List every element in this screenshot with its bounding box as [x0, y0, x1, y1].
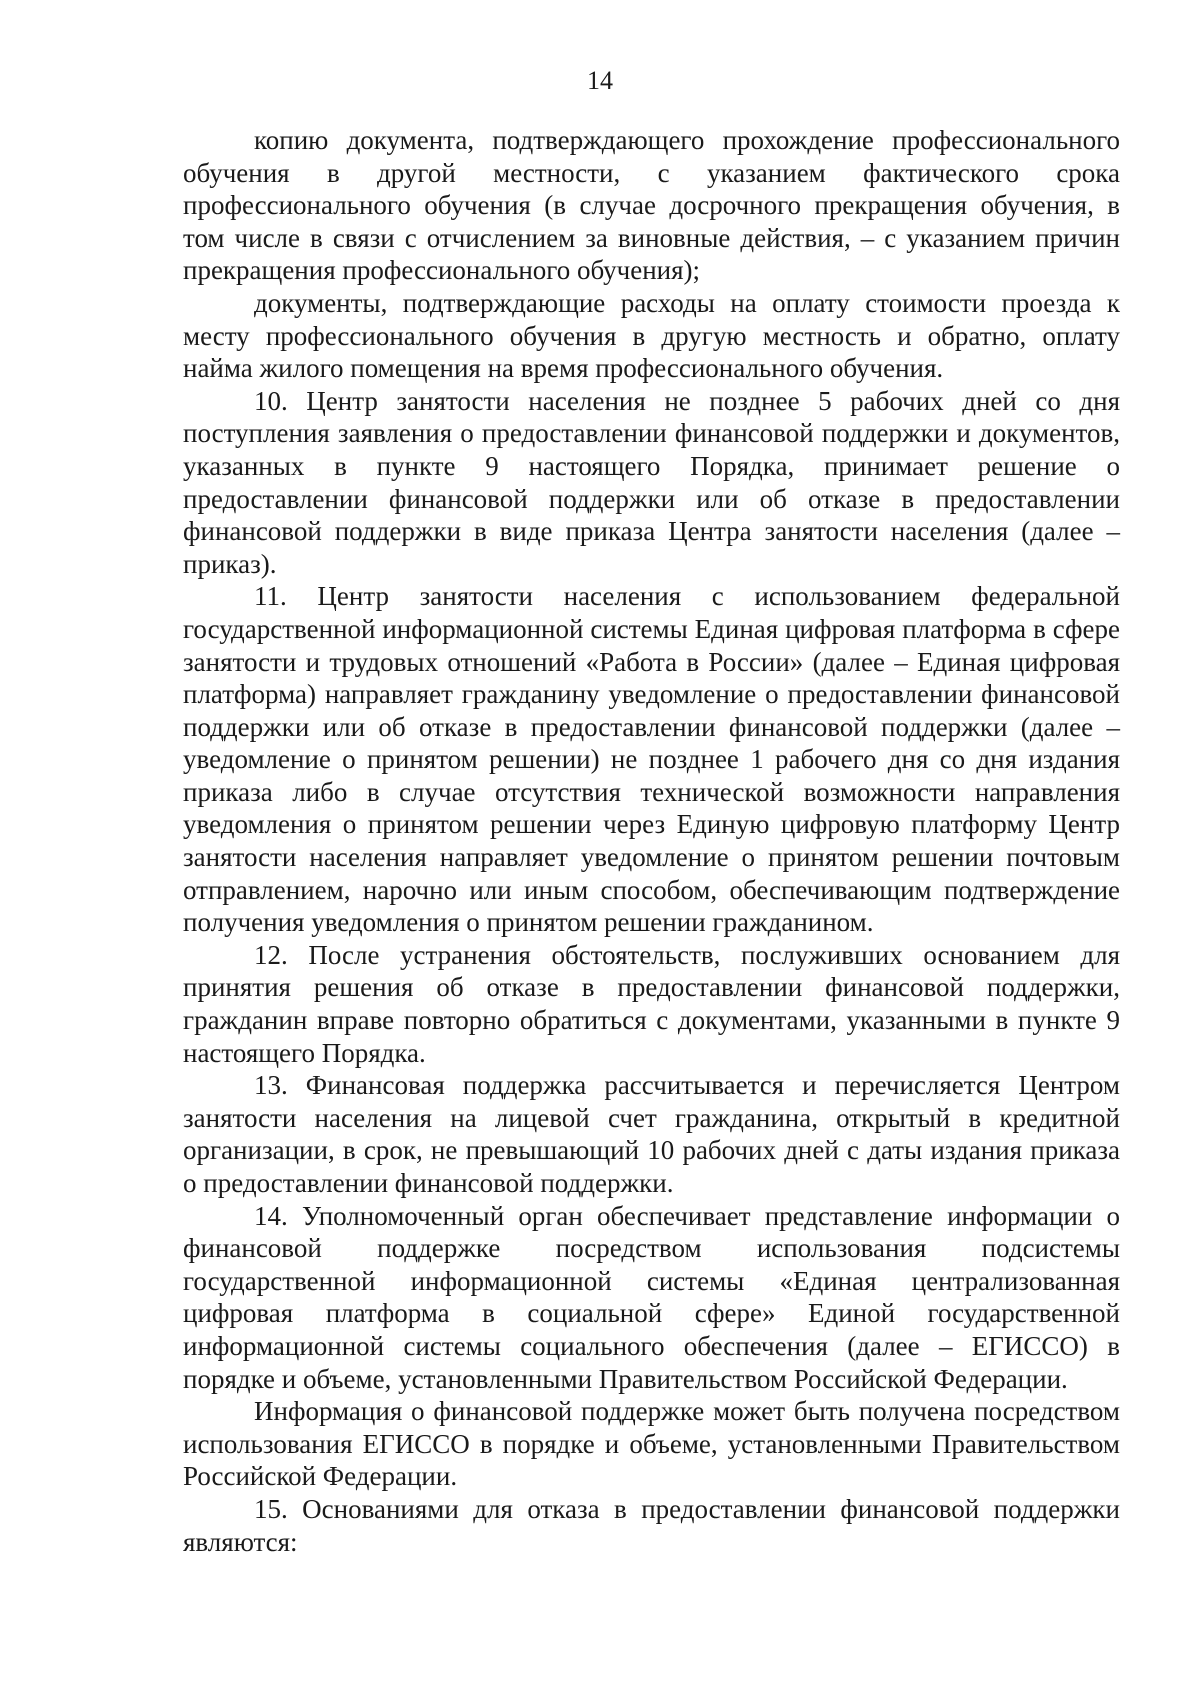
paragraph-expense-documents: документы, подтверждающие расходы на оплату стоимости проезда к месту профессионального обучения в другую местность и обратно, оплату найма жилого помещения на время профессионального обучения. [183, 287, 1120, 384]
paragraph-document-copy: копию документа, подтверждающего прохождение профессионального обучения в другой местности, с указанием фактического срока профессионального обучения (в случае досрочного прекращения обучения, в том числе в связи с отчислением за виновные действия, – с указанием причин прекращения профессионального обучения); [183, 125, 1120, 286]
document-body [183, 124, 1120, 1558]
paragraph-item-15: 15. Основаниями для отказа в предоставлении финансовой поддержки являются: [183, 1493, 1120, 1557]
paragraph-item-13: 13. Финансовая поддержка рассчитывается и перечисляется Центром занятости населения на лицевой счет гражданина, открытый в кредитной организации, в срок, не превышающий 10 рабочих дней с даты издания приказа о предоставлении финансовой поддержки. [183, 1070, 1120, 1198]
paragraph-item-11: 11. Центр занятости населения с использованием федеральной государственной информационной системы Единая цифровая платформа в сфере занятости и трудовых отношений «Работа в России» (далее – Единая цифровая платформа) направляет гражданину уведомление о предоставлении финансовой поддержки или об отказе в предоставлении финансовой поддержки (далее – уведомление о принятом решении) не позднее 1 рабочего дня со дня издания приказа либо в случае отсутствия технической возможности направления уведомления о принятом решении через Единую цифровую платформу Центр занятости населения направляет уведомление о принятом решении почтовым отправлением, нарочно или иным способом, обеспечивающим подтверждение получения уведомления о принятом решении гражданином. [183, 581, 1120, 938]
paragraph-item-10: 10. Центр занятости населения не позднее 5 рабочих дней со дня поступления заявления о предоставлении финансовой поддержки и документов, указанных в пункте 9 настоящего Порядка, принимает решение о предоставлении финансовой поддержки или об отказе в предоставлении финансовой поддержки в виде приказа Центра занятости населения (далее – приказ). [183, 385, 1120, 579]
paragraph-item-14: 14. Уполномоченный орган обеспечивает представление информации о финансовой поддержке посредством использования подсистемы государственной информационной системы «Единая централизованная цифровая платформа в социальной сфере» Единой государственной информационной системы социального обеспечения (далее – ЕГИССО) в порядке и объеме, установленными Правительством Российской Федерации. [183, 1200, 1120, 1394]
paragraph-item-12: 12. После устранения обстоятельств, послуживших основанием для принятия решения об отказе в предоставлении финансовой поддержки, гражданин вправе повторно обратиться с документами, указанными в пункте 9 настоящего Порядка. [183, 939, 1120, 1068]
paragraph-egisso-info: Информация о финансовой поддержке может быть получена посредством использования ЕГИССО в порядке и объеме, установленными Правительством Российской Федерации. [183, 1396, 1120, 1492]
page-number: 14 [587, 66, 613, 95]
